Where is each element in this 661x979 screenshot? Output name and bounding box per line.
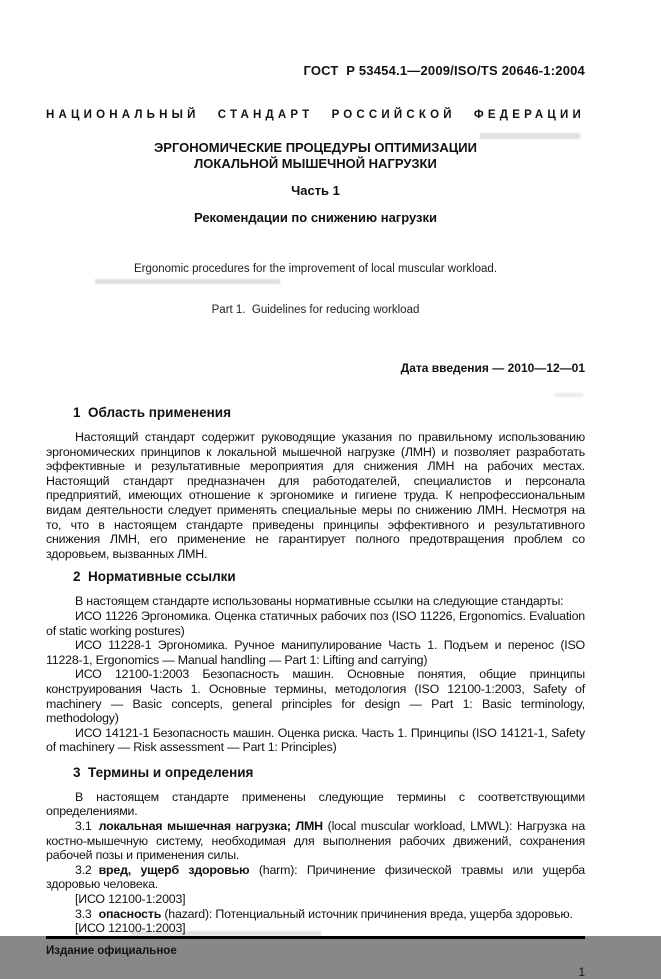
term-text: (harm): Причинение физической травмы или ущерба здоровью человека.: [46, 862, 585, 892]
document-subtitle: Рекомендации по снижению нагрузки: [193, 210, 438, 225]
term-number: 3.3: [75, 906, 92, 921]
title-line-1: ЭРГОНОМИЧЕСКИЕ ПРОЦЕДУРЫ ОПТИМИЗАЦИИ: [154, 140, 477, 155]
section-2-heading: 2 Нормативные ссылки: [73, 569, 236, 585]
term-definition-3-1: [46, 819, 585, 863]
page-footer: [46, 936, 585, 979]
term-text: (local muscular workload, LMWL): Нагрузка на костно-мышечную систему, необходимая для выполнения рабочих движений, сохранения рабочей позы и применения силы.: [46, 819, 586, 863]
title-en-line-2: Part 1. Guidelines for reducing workload: [211, 303, 420, 316]
scan-artifact: [480, 133, 580, 139]
term-name: локальная мышечная нагрузка; ЛМН: [98, 819, 323, 834]
term-source: [ИСО 12100-1:2003]: [75, 892, 186, 907]
term-number: 3.2: [75, 862, 92, 877]
footer-rule: [46, 936, 585, 939]
title-en-line-1: Ergonomic procedures for the improvement of local muscular workload.: [133, 263, 498, 275]
banner-word: РОССИЙСКОЙ: [331, 109, 456, 121]
term-source: [ИСО 12100-1:2003]: [75, 921, 186, 936]
effective-date: Дата введения — 2010—12—01: [400, 361, 585, 375]
document-title-en: [46, 236, 585, 344]
banner-word: НАЦИОНАЛЬНЫЙ: [46, 109, 200, 121]
term-definition-3-2: [46, 863, 585, 892]
page-number: 1: [578, 966, 585, 979]
normative-reference: ИСО 11226 Эргономика. Оценка статичных рабочих поз (ISO 11226, Ergonomics. Evaluation of static working postures): [46, 608, 585, 638]
normative-reference: ИСО 11228-1 Эргономика. Ручное манипулирование Часть 1. Подъем и перенос (ISO 11228-1, Ergonomics — Manual handling — Part 1: Lifting and carrying): [46, 638, 585, 667]
term-number: 3.1: [75, 819, 92, 834]
official-edition-note: Издание официальное: [46, 944, 177, 957]
normative-reference: ИСО 12100-1:2003 Безопасность машин. Основные понятия, общие принципы конструирования Часть 1. Основные термины, методология (ISO 12100-1:2003, Safety of machinery — Basic concepts, general principles for design — Part 1: Basic terminology, methodology): [46, 667, 585, 726]
term-name: опасность: [98, 906, 162, 921]
document-title-ru: [46, 140, 585, 172]
term-name: вред, ущерб здоровью: [98, 862, 250, 877]
scan-artifact: [131, 931, 321, 936]
national-standard-banner: [46, 109, 585, 122]
section-3-intro: В настоящем стандарте применены следующие термины с соответствующими определениями.: [46, 789, 585, 819]
scan-artifact: [555, 393, 583, 397]
title-line-2: ЛОКАЛЬНОЙ МЫШЕЧНОЙ НАГРУЗКИ: [194, 156, 437, 171]
section-1-paragraph: Настоящий стандарт содержит руководящие указания по правильному использованию эргономических принципов к локальной мышечной нагрузке (ЛМН) и позволяет разработать эффективные и результативные мероприятия для снижения ЛМН на рабочих местах. Настоящий стандарт предназначен для работодателей, специалистов и персонала предприятий, имеющих отношение к эргономике и гигиене труда. К непрофессиональным видам деятельности следует применять специальные меры по снижению ЛМН. Несмотря на то, что в настоящем стандарте приведены принципы эффективного и результативного снижения ЛМН, его применение не гарантирует полного предотвращения проблем со здоровьем, вызванных ЛМН.: [46, 430, 585, 561]
banner-word: СТАНДАРТ: [217, 109, 314, 121]
normative-reference: ИСО 14121-1 Безопасность машин. Оценка риска. Часть 1. Принципы (ISO 14121-1, Safety of machinery — Risk assessment — Part 1: Principles): [46, 725, 585, 755]
section-2-intro: В настоящем стандарте использованы нормативные ссылки на следующие стандарты:: [75, 594, 564, 609]
term-text: (hazard): Потенциальный источник причинения вреда, ущерба здоровью.: [161, 906, 573, 921]
doc-code: ГОСТ Р 53454.1—2009/ISO/TS 20646-1:2004: [303, 63, 585, 78]
section-3-heading: 3 Термины и определения: [73, 764, 254, 780]
banner-word: ФЕДЕРАЦИИ: [473, 109, 585, 121]
part-label: Часть 1: [291, 183, 340, 198]
term-definition-3-3: [46, 907, 585, 922]
section-1-heading: 1 Область применения: [73, 405, 231, 420]
